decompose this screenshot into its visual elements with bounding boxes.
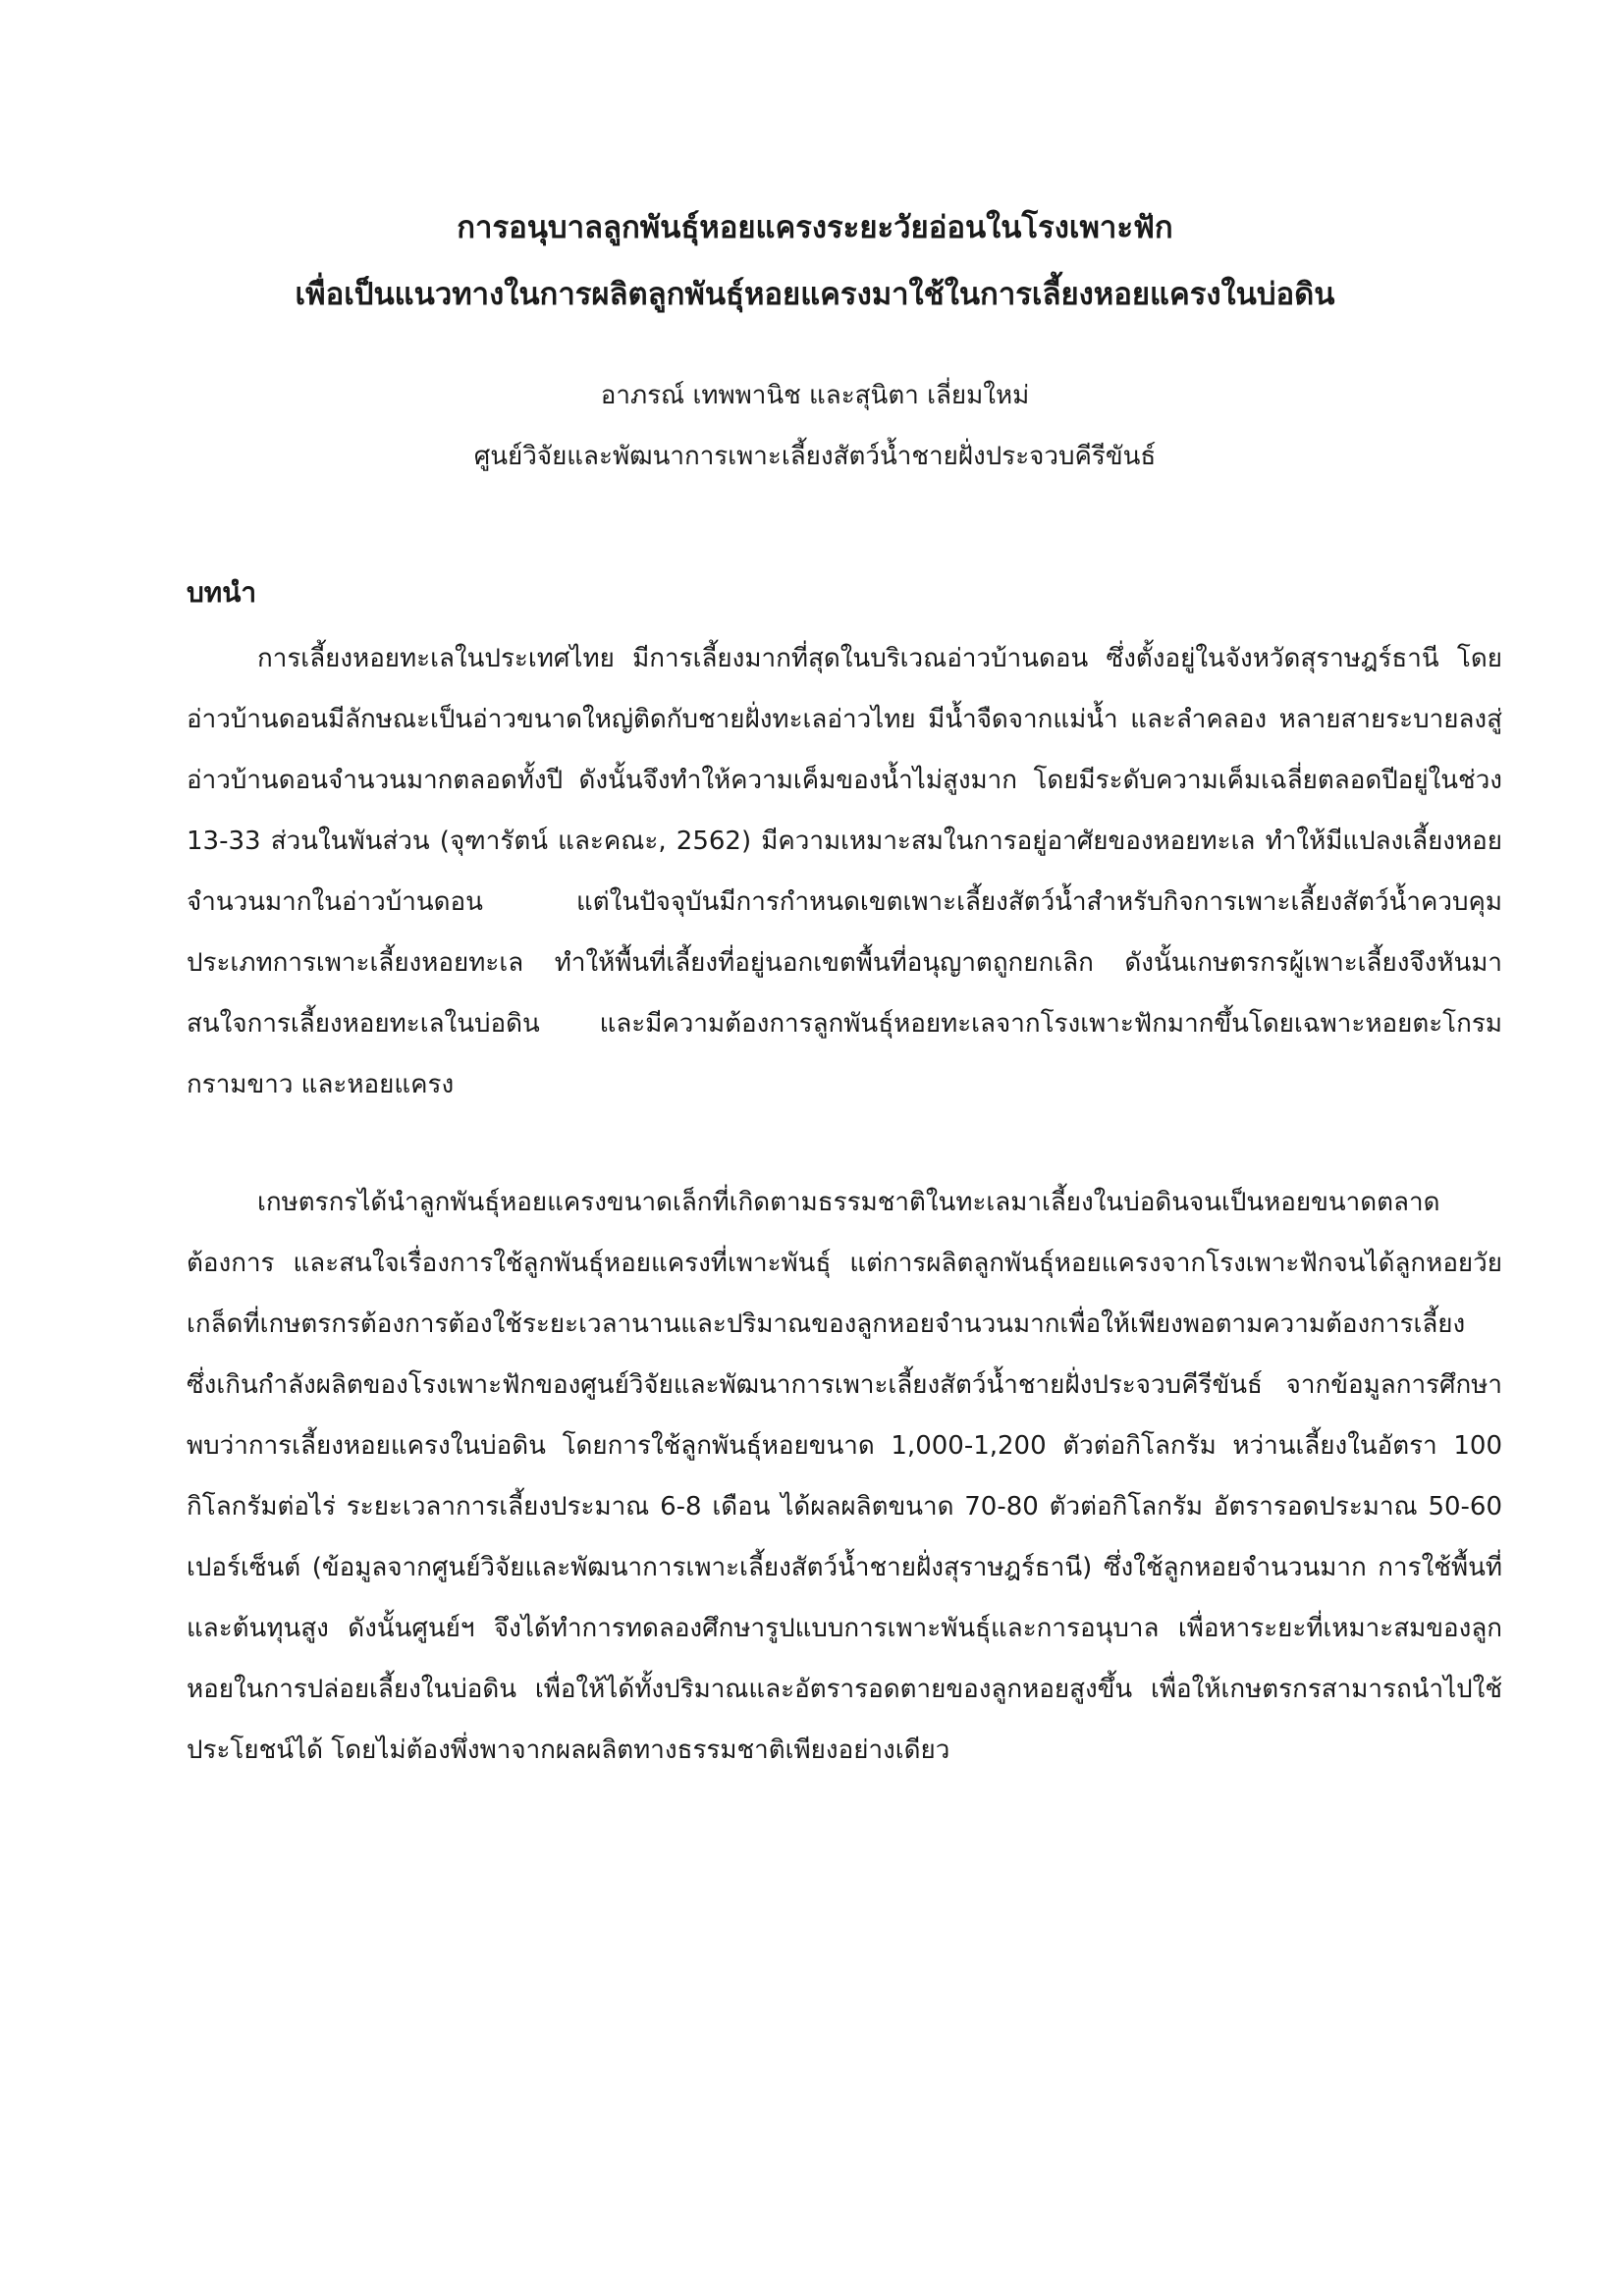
title-line-2: เพื่อเป็นแนวทางในการผลิตลูกพันธุ์หอยแครงมาใช้ในการเลี้ยงหอยแครงในบ่อดิน — [295, 277, 1335, 312]
authors: อาภรณ์ เทพพานิช และสุนิตา เลี่ยมใหม่ — [600, 381, 1030, 410]
affiliation: ศูนย์วิจัยและพัฒนาการเพาะเลี้ยงสัตว์น้ำชายฝั่งประจวบคีรีขันธ์ — [473, 442, 1157, 471]
title-block — [177, 194, 1453, 328]
paragraph-2: เกษตรกรได้นำลูกพันธุ์หอยแครงขนาดเล็กที่เกิดตามธรรมชาติในทะเลมาเลี้ยงในบ่อดินจนเป็นหอยขนาดตลาดต้องการ และสนใจเรื่องการใช้ลูกพันธุ์หอยแครงที่เพาะพันธุ์ แต่การผลิตลูกพันธุ์หอยแครงจากโรงเพาะฟักจนได้ลูกหอยวัยเกล็ดที่เกษตรกรต้องการต้องใช้ระยะเวลานานและปริมาณของลูกหอยจำนวนมากเพื่อให้เพียงพอตามความต้องการเลี้ยง ซึ่งเกินกำลังผลิตของโรงเพาะฟักของศูนย์วิจัยและพัฒนาการเพาะเลี้ยงสัตว์น้ำชายฝั่งประจวบคีรีขันธ์ จากข้อมูลการศึกษาพบว่าการเลี้ยงหอยแครงในบ่อดิน โดยการใช้ลูกพันธุ์หอยขนาด 1,000-1,200 ตัวต่อกิโลกรัม หว่านเลี้ยงในอัตรา 100 กิโลกรัมต่อไร่ ระยะเวลาการเลี้ยงประมาณ 6-8 เดือน ได้ผลผลิตขนาด 70-80 ตัวต่อกิโลกรัม อัตรารอดประมาณ 50-60 เปอร์เซ็นต์ (ข้อมูลจากศูนย์วิจัยและพัฒนาการเพาะเลี้ยงสัตว์น้ำชายฝั่งสุราษฎร์ธานี) ซึ่งใช้ลูกหอยจำนวนมาก การใช้พื้นที่และต้นทุนสูง ดังนั้นศูนย์ฯ จึงได้ทำการทดลองศึกษารูปแบบการเพาะพันธุ์และการอนุบาล เพื่อหาระยะที่เหมาะสมของลูกหอยในการปล่อยเลี้ยงในบ่อดิน เพื่อให้ได้ทั้งปริมาณและอัตรารอดตายของลูกหอยสูงขึ้น เพื่อให้เกษตรกรสามารถนำไปใช้ประโยชน์ได้ โดยไม่ต้องพึ่งพาจากผลผลิตทางธรรมชาติเพียงอย่างเดียว — [187, 1188, 1502, 1765]
author-block — [177, 365, 1453, 487]
section-heading-introduction: บทนำ — [187, 576, 257, 609]
paragraph-1: การเลี้ยงหอยทะเลในประเทศไทย มีการเลี้ยงมากที่สุดในบริเวณอ่าวบ้านดอน ซึ่งตั้งอยู่ในจังหวัดสุราษฎร์ธานี โดยอ่าวบ้านดอนมีลักษณะเป็นอ่าวขนาดใหญ่ติดกับชายฝั่งทะเลอ่าวไทย มีน้ำจืดจากแม่น้ำ และลำคลอง หลายสายระบายลงสู่อ่าวบ้านดอนจำนวนมากตลอดทั้งปี ดังนั้นจึงทำให้ความเค็มของน้ำไม่สูงมาก โดยมีระดับความเค็มเฉลี่ยตลอดปีอยู่ในช่วง 13-33 ส่วนในพันส่วน (จุฑารัตน์ และคณะ, 2562) มีความเหมาะสมในการอยู่อาศัยของหอยทะเล ทำให้มีแปลงเลี้ยงหอยจำนวนมากในอ่าวบ้านดอน แต่ในปัจจุบันมีการกำหนดเขตเพาะเลี้ยงสัตว์น้ำสำหรับกิจการเพาะเลี้ยงสัตว์น้ำควบคุม ประเภทการเพาะเลี้ยงหอยทะเล ทำให้พื้นที่เลี้ยงที่อยู่นอกเขตพื้นที่อนุญาตถูกยกเลิก ดังนั้นเกษตรกรผู้เพาะเลี้ยงจึงหันมาสนใจการเลี้ยงหอยทะเลในบ่อดิน และมีความต้องการลูกพันธุ์หอยทะเลจากโรงเพาะฟักมากขึ้นโดยเฉพาะหอยตะโกรมกรามขาว และหอยแครง — [187, 644, 1502, 1099]
title-line-1: การอนุบาลลูกพันธุ์หอยแครงระยะวัยอ่อนในโรงเพาะฟัก — [457, 210, 1173, 245]
